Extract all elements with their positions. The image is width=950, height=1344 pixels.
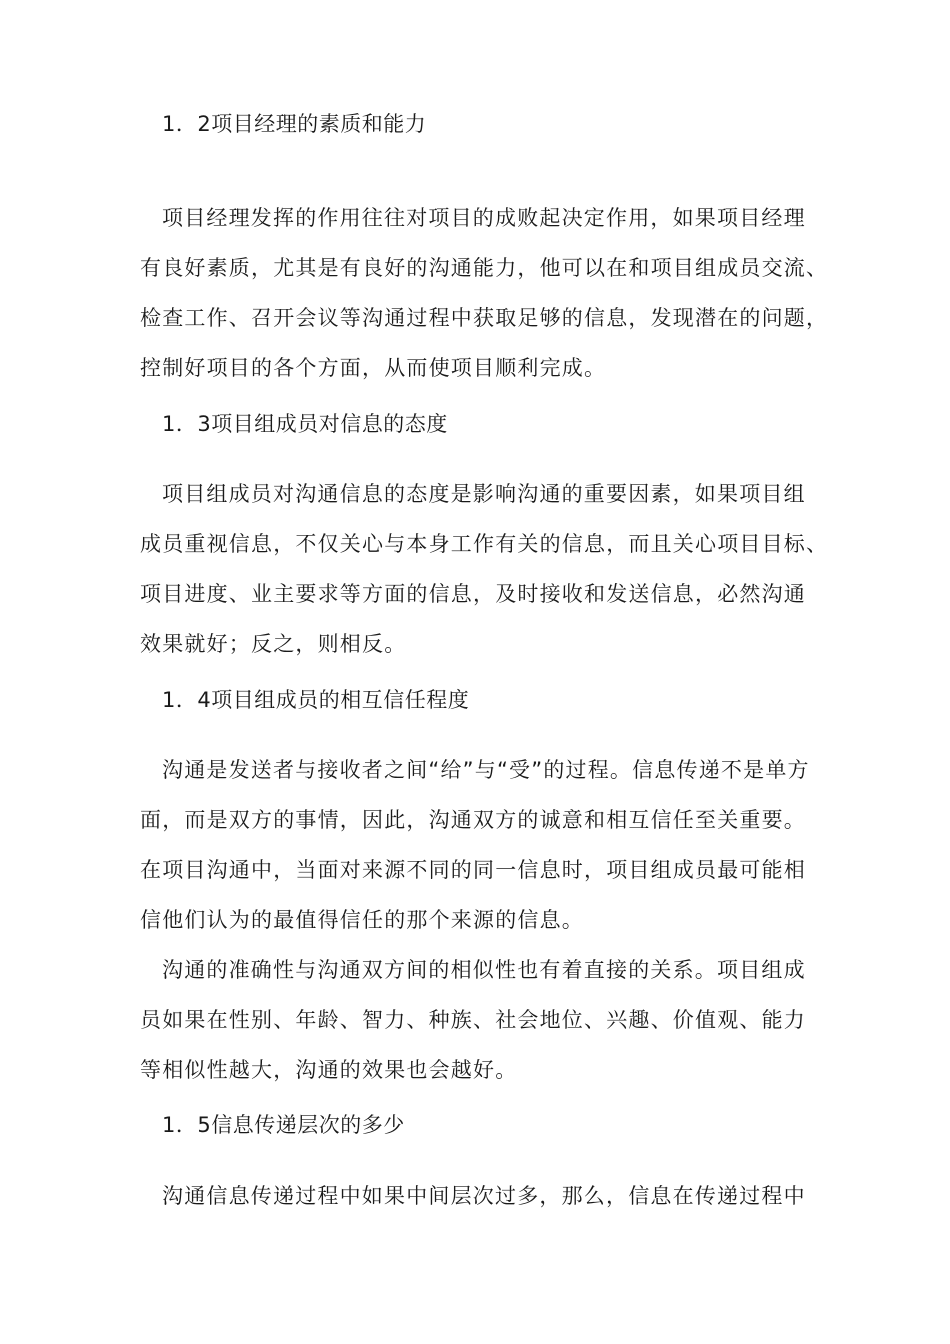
paragraph-line: 项目进度、业主要求等方面的信息，及时接收和发送信息，必然沟通: [140, 582, 806, 606]
paragraph-line: 成员重视信息，不仅关心与本身工作有关的信息，而且关心项目目标、: [140, 532, 829, 556]
section-heading: 1．2项目经理的素质和能力: [162, 112, 427, 136]
section-heading: 1．4项目组成员的相互信任程度: [162, 688, 470, 712]
paragraph-line: 效果就好；反之，则相反。: [140, 632, 407, 656]
paragraph: [140, 469, 840, 669]
paragraph-line: 有良好素质，尤其是有良好的沟通能力，他可以在和项目组成员交流、: [140, 256, 829, 280]
paragraph-line: 在项目沟通中，当面对来源不同的同一信息时，项目组成员最可能相: [140, 858, 806, 882]
paragraph-line: 项目经理发挥的作用往往对项目的成败起决定作用，如果项目经理: [162, 206, 806, 230]
section-heading: 1．5信息传递层次的多少: [162, 1113, 405, 1137]
paragraph: [140, 945, 840, 1095]
paragraph-line: 检查工作、召开会议等沟通过程中获取足够的信息，发现潜在的问题，: [140, 306, 829, 330]
paragraph-line: 信他们认为的最值得信任的那个来源的信息。: [140, 908, 584, 932]
paragraph: [140, 745, 840, 945]
paragraph-line: 控制好项目的各个方面，从而使项目顺利完成。: [140, 356, 607, 380]
paragraph: [140, 1171, 840, 1221]
paragraph-line: 沟通是发送者与接收者之间“给”与“受”的过程。信息传递不是单方: [162, 758, 810, 782]
paragraph: [140, 193, 840, 393]
section-heading: 1．3项目组成员对信息的态度: [162, 412, 448, 436]
paragraph-line: 等相似性越大，沟通的效果也会越好。: [140, 1058, 518, 1082]
paragraph-line: 面，而是双方的事情，因此，沟通双方的诚意和相互信任至关重要。: [140, 808, 806, 832]
paragraph-line: 沟通信息传递过程中如果中间层次过多，那么，信息在传递过程中: [162, 1184, 806, 1208]
paragraph-line: 员如果在性别、年龄、智力、种族、社会地位、兴趣、价值观、能力: [140, 1008, 806, 1032]
paragraph-line: 项目组成员对沟通信息的态度是影响沟通的重要因素，如果项目组: [162, 482, 806, 506]
paragraph-line: 沟通的准确性与沟通双方间的相似性也有着直接的关系。项目组成: [162, 958, 806, 982]
